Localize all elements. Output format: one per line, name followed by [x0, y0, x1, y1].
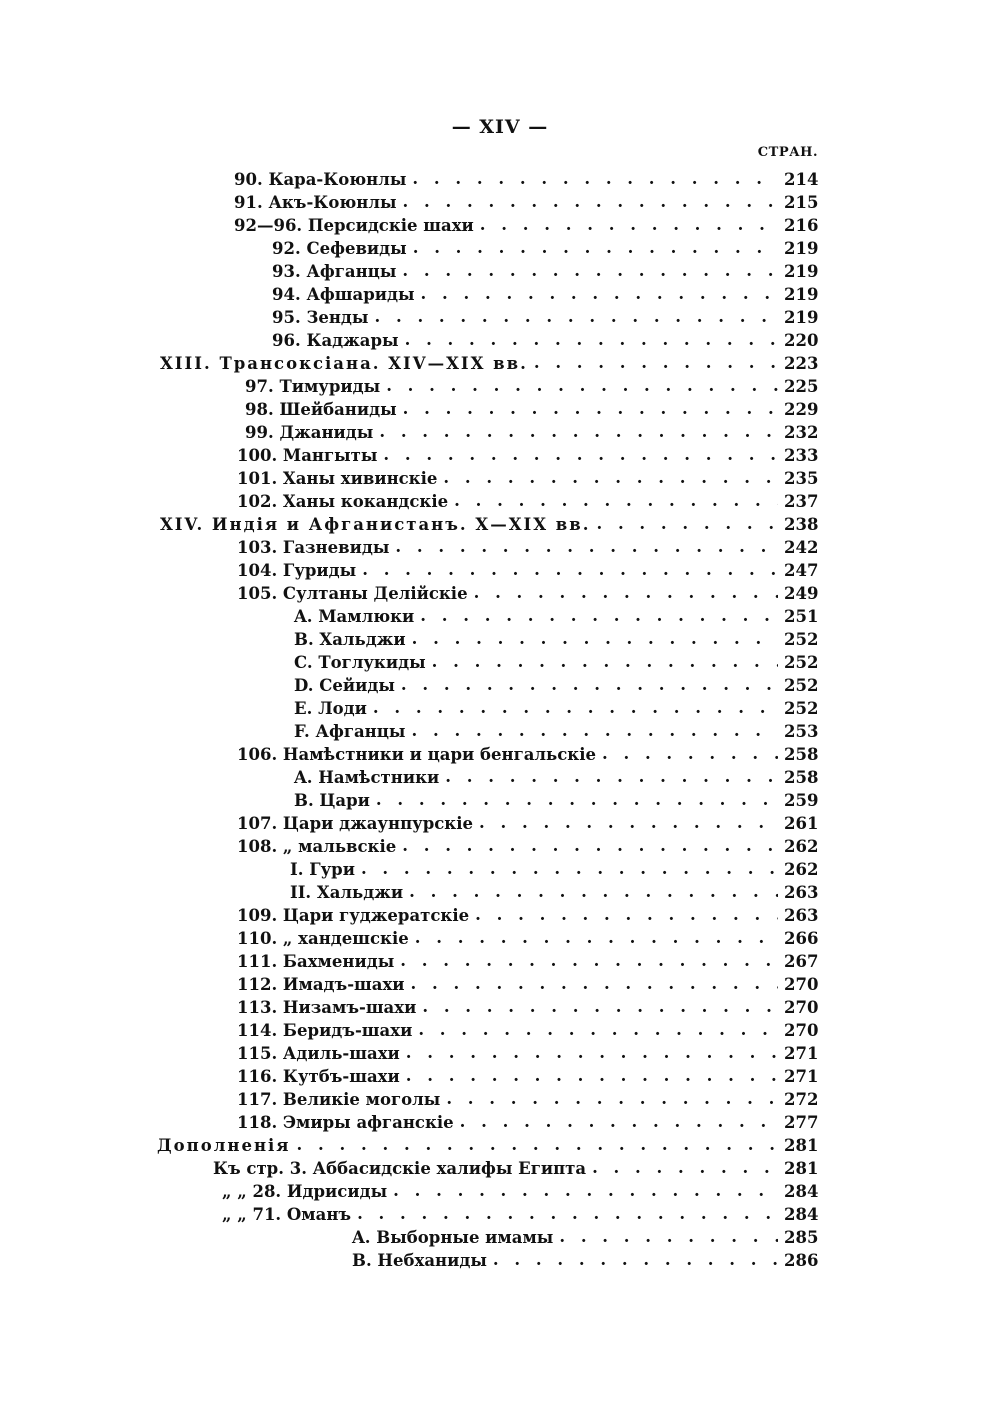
- page-number: — XIV —: [451, 116, 549, 138]
- toc-entry: B. Небханиды . . . 286: [352, 1249, 818, 1272]
- toc-entry: 91. Акъ-Коюнлы . . . 215: [234, 191, 818, 214]
- toc-entry: 92—96. Персидскіе шахи . . . 216: [234, 214, 818, 237]
- toc-entry: 96. Каджары . . . 220: [272, 329, 818, 352]
- toc-entry: I. Гури . . . 262: [290, 858, 818, 881]
- toc-entry: 114. Беридъ-шахи . . . 270: [237, 1019, 818, 1042]
- toc-entry: 99. Джаниды . . . 232: [245, 421, 818, 444]
- toc-entry: E. Лоди . . . 252: [294, 697, 818, 720]
- toc-section-heading: XIII. Трансоксiана. XIV—XIX вв. . . . 223: [160, 352, 818, 375]
- toc-entry: 110. „ хандешскіе . . . 266: [237, 927, 818, 950]
- toc-entry: 105. Султаны Делійскіе . . . 249: [237, 582, 818, 605]
- toc-entry: 111. Бахмениды . . . 267: [237, 950, 818, 973]
- toc-entry: C. Тоглукиды . . . 252: [294, 651, 818, 674]
- toc-section-heading: XIV. Индія и Афганистанъ. X—XIX вв. . . . 238: [160, 513, 818, 536]
- toc-entry: 100. Мангыты . . . 233: [237, 444, 818, 467]
- toc-entry: II. Хальджи . . . 263: [290, 881, 818, 904]
- toc-entry: 92. Сефевиды . . . 219: [272, 237, 818, 260]
- toc-entry: A. Намѣстники . . . 258: [294, 766, 818, 789]
- toc-entry: 101. Ханы хивинскіе . . . 235: [237, 467, 818, 490]
- toc-entry: 90. Кара-Коюнлы . . . 214: [234, 168, 818, 191]
- toc-entry: 106. Намѣстники и цари бенгальскіе . . . 258: [237, 743, 818, 766]
- toc-entry: „ „ 28. Идрисиды . . . 284: [222, 1180, 818, 1203]
- toc-entry: 104. Гуриды . . . 247: [237, 559, 818, 582]
- toc-entry: 98. Шейбаниды . . . 229: [245, 398, 818, 421]
- toc-entry: B. Хальджи . . . 252: [294, 628, 818, 651]
- toc-entry: D. Сейиды . . . 252: [294, 674, 818, 697]
- toc-entry: 93. Афганцы . . . 219: [272, 260, 818, 283]
- toc-entry: 115. Адиль-шахи . . . 271: [237, 1042, 818, 1065]
- toc-entry: B. Цари . . . 259: [294, 789, 818, 812]
- toc-entry: 112. Имадъ-шахи . . . 270: [237, 973, 818, 996]
- toc-entry: 117. Великіе моголы . . . 272: [237, 1088, 818, 1111]
- page-column-label: СТРАН.: [757, 145, 818, 160]
- toc-entry: 108. „ мальвскіе . . . 262: [237, 835, 818, 858]
- toc-entry: 97. Тимуриды . . . 225: [245, 375, 818, 398]
- toc-entry: 95. Зенды . . . 219: [272, 306, 818, 329]
- toc-entry: 109. Цари гуджератскіе . . . 263: [237, 904, 818, 927]
- toc-entry: 113. Низамъ-шахи . . . 270: [237, 996, 818, 1019]
- toc-entry: Къ стр. 3. Аббасидскіе халифы Египта . . . 281: [213, 1157, 818, 1180]
- toc-entry: 118. Эмиры афганскіе . . . 277: [237, 1111, 818, 1134]
- toc-entry: A. Выборные имамы . . . 285: [352, 1226, 818, 1249]
- toc-entry: A. Мамлюки . . . 251: [294, 605, 818, 628]
- toc-entry: 102. Ханы кокандскіе . . . 237: [237, 490, 818, 513]
- toc-entry: 103. Газневиды . . . 242: [237, 536, 818, 559]
- toc-entry: 116. Кутбъ-шахи . . . 271: [237, 1065, 818, 1088]
- toc-section-heading: Дополненія . . . 281: [157, 1134, 818, 1157]
- toc-entry: „ „ 71. Оманъ . . . 284: [222, 1203, 818, 1226]
- toc-entry: 94. Афшариды . . . 219: [272, 283, 818, 306]
- toc-entry: 107. Цари джаунпурскіе . . . 261: [237, 812, 818, 835]
- toc-entry: F. Афганцы . . . 253: [294, 720, 818, 743]
